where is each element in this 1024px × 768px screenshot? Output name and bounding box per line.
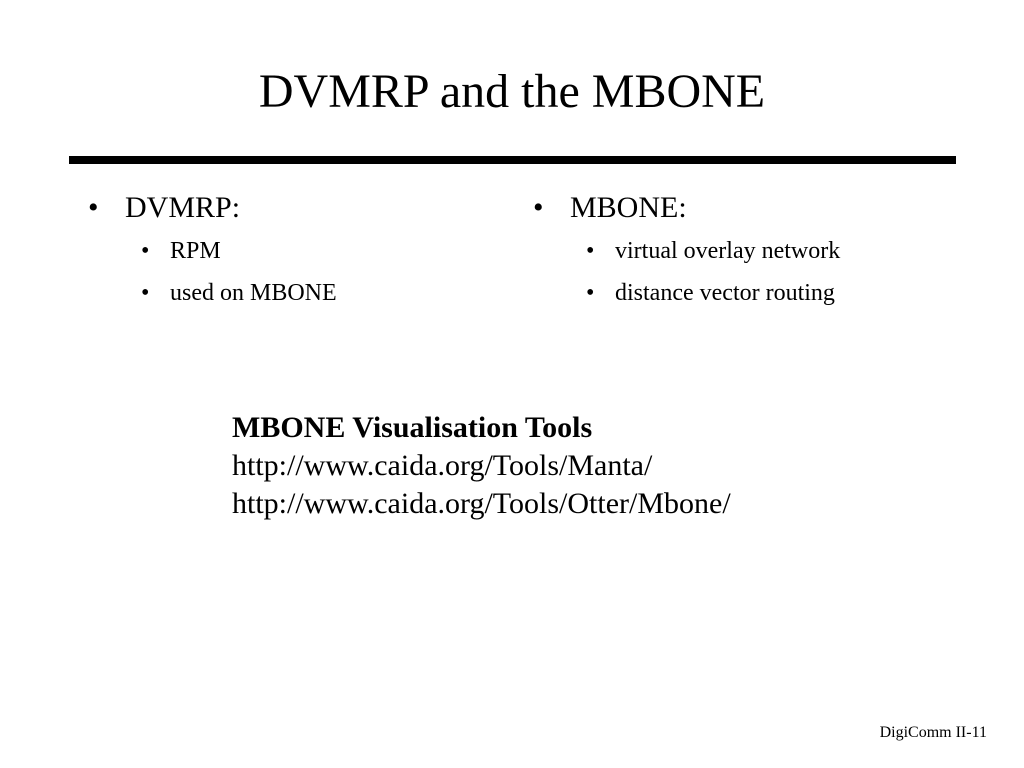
tools-heading: MBONE Visualisation Tools — [232, 411, 593, 444]
sub-bullet-text: used on MBONE — [170, 280, 337, 306]
bullet-heading-dvmrp: DVMRP: — [125, 191, 241, 224]
sub-bullet — [141, 236, 337, 266]
bullet-icon: • — [533, 191, 544, 224]
right-column — [533, 188, 840, 308]
sub-bullet — [586, 278, 840, 308]
sub-bullet-text: distance vector routing — [615, 280, 835, 306]
bullet-dvmrp — [88, 188, 337, 228]
bullet-icon: • — [141, 280, 150, 306]
bullet-icon: • — [586, 238, 595, 264]
sub-bullet-text: virtual overlay network — [615, 238, 841, 264]
bullet-icon: • — [586, 280, 595, 306]
bullet-mbone — [533, 188, 840, 228]
sub-bullet — [141, 278, 337, 308]
sub-bullet-text: RPM — [170, 238, 221, 264]
slide-footer-label: DigiComm II-11 — [879, 724, 987, 741]
visualisation-tools-block — [232, 409, 731, 523]
bullet-icon: • — [141, 238, 150, 264]
bullet-heading-mbone: MBONE: — [570, 191, 687, 224]
tools-link-manta[interactable]: http://www.caida.org/Tools/Manta/ — [232, 449, 653, 482]
sub-bullet — [586, 236, 840, 266]
tools-link-otter[interactable]: http://www.caida.org/Tools/Otter/Mbone/ — [232, 487, 731, 520]
title-divider — [69, 156, 956, 164]
left-column — [88, 188, 337, 308]
bullet-icon: • — [88, 191, 99, 224]
slide-title: DVMRP and the MBONE — [258, 65, 766, 118]
